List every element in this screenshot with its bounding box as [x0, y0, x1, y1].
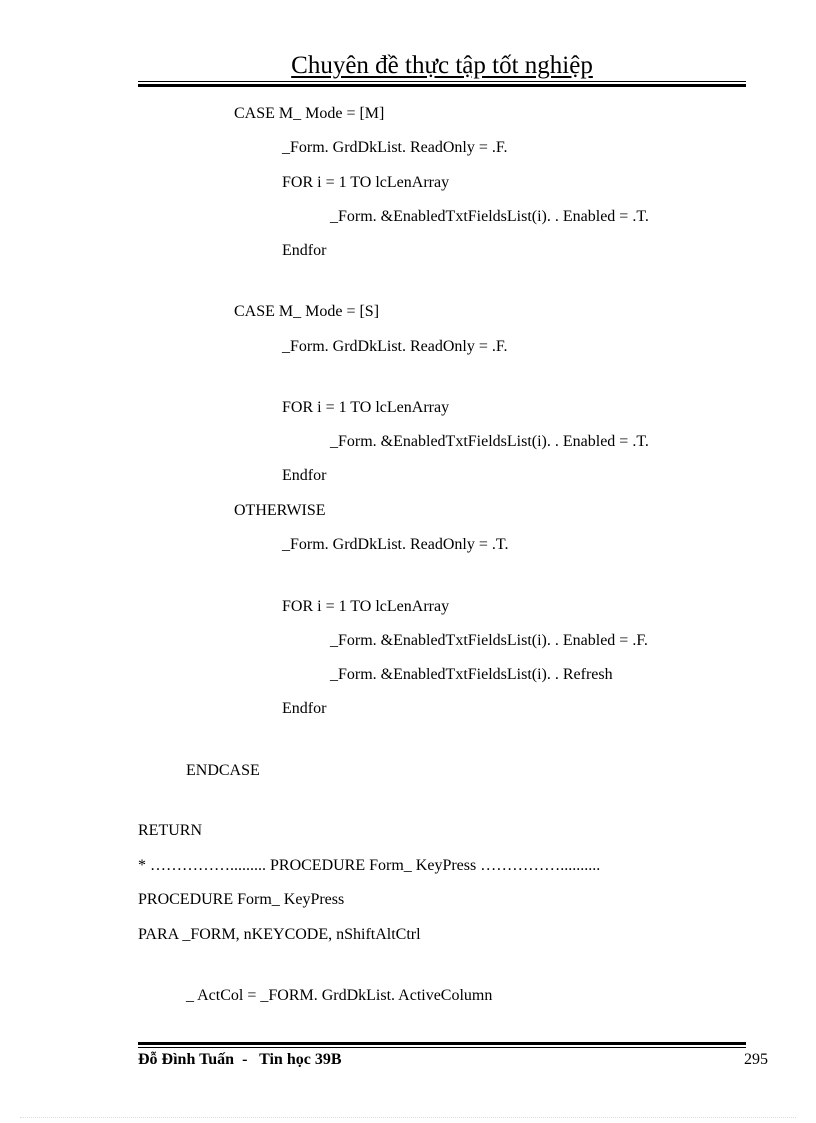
code-line: _Form. &EnabledTxtFieldsList(i). . Refresh: [330, 666, 613, 683]
code-line: CASE M_ Mode = [M]: [234, 105, 385, 122]
code-line: PROCEDURE Form_ KeyPress: [138, 891, 345, 908]
page-number: 295: [744, 1051, 768, 1068]
code-line: Endfor: [282, 700, 327, 717]
code-line: _Form. GrdDkList. ReadOnly = .F.: [282, 139, 508, 156]
header-rule-thick: [138, 84, 746, 87]
code-line: _ ActCol = _FORM. GrdDkList. ActiveColumn: [186, 987, 493, 1004]
code-line: Endfor: [282, 467, 327, 484]
code-line: _Form. &EnabledTxtFieldsList(i). . Enabled = .T.: [330, 208, 649, 225]
code-line: RETURN: [138, 822, 202, 839]
page-title: Chuyên đề thực tập tốt nghiệp: [291, 52, 593, 79]
footer-author: Đỗ Đình Tuấn - Tin học 39B: [138, 1051, 342, 1068]
code-line: ENDCASE: [186, 762, 260, 779]
code-line: * ……………......... PROCEDURE Form_ KeyPress ……………..........: [138, 857, 601, 874]
code-line: _Form. GrdDkList. ReadOnly = .T.: [282, 536, 509, 553]
page-bottom-divider: [20, 1117, 796, 1118]
code-line: CASE M_ Mode = [S]: [234, 303, 380, 320]
header-rule-thin: [138, 81, 746, 82]
code-line: Endfor: [282, 242, 327, 259]
code-line: _Form. &EnabledTxtFieldsList(i). . Enabled = .F.: [330, 632, 648, 649]
code-line: _Form. &EnabledTxtFieldsList(i). . Enabled = .T.: [330, 433, 649, 450]
code-line: FOR i = 1 TO lcLenArray: [282, 174, 450, 191]
code-line: OTHERWISE: [234, 502, 326, 519]
code-line: FOR i = 1 TO lcLenArray: [282, 598, 450, 615]
code-line: PARA _FORM, nKEYCODE, nShiftAltCtrl: [138, 926, 421, 943]
code-line: _Form. GrdDkList. ReadOnly = .F.: [282, 338, 508, 355]
code-line: FOR i = 1 TO lcLenArray: [282, 399, 450, 416]
footer-rule-thin: [138, 1047, 746, 1048]
footer-rule-thick: [138, 1042, 746, 1045]
